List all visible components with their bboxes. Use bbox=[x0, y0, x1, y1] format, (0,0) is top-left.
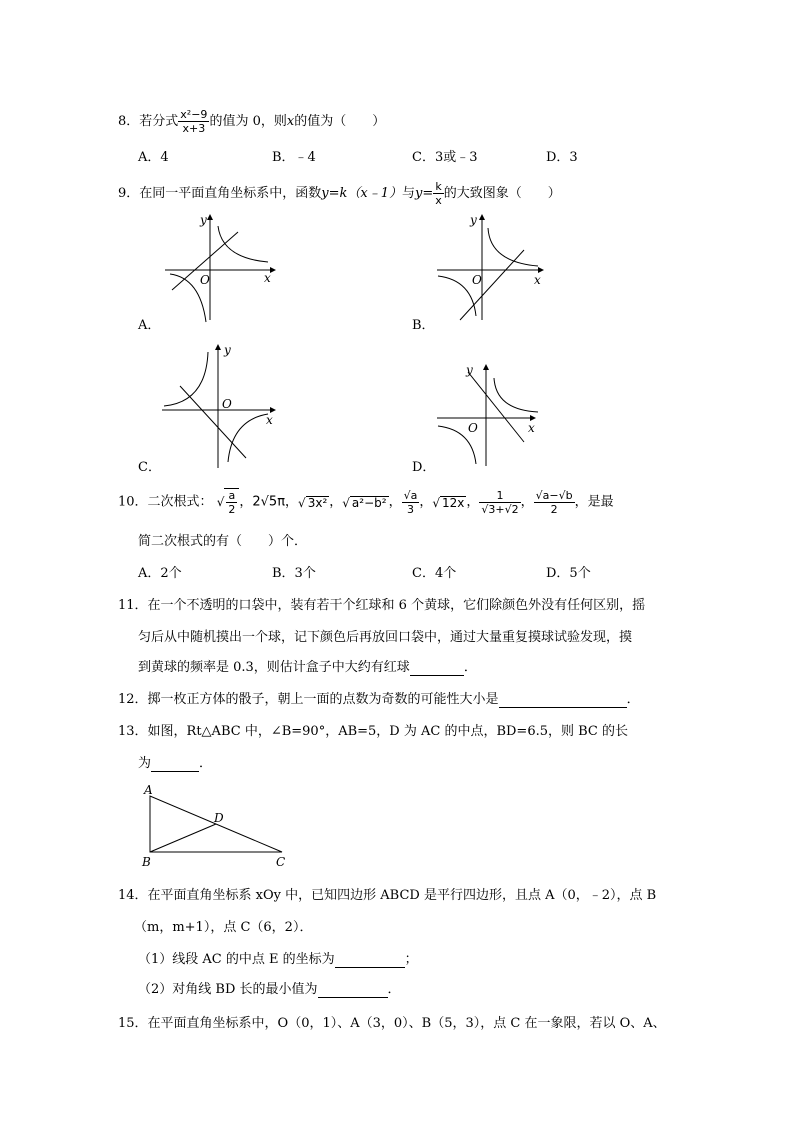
question-12 bbox=[118, 688, 640, 708]
q13-answer-blank[interactable] bbox=[151, 756, 199, 772]
q9-d-axis-y: y bbox=[466, 363, 473, 377]
q15-text: 在平面直角坐标系中，O（0，1）、A（3，0）、B（5，3），点 C 在一象限，若以 O、A、 bbox=[147, 1016, 666, 1031]
q9-label-b: B． bbox=[412, 318, 435, 333]
q14-sub-1-post: ； bbox=[404, 952, 418, 967]
q8-option-c: C．3或﹣3 bbox=[412, 150, 478, 165]
q8-frac-num: x²−9 bbox=[180, 108, 208, 121]
q9-graph-d bbox=[432, 360, 552, 470]
q13-label-c: C bbox=[276, 855, 286, 868]
q13-label-a: A bbox=[144, 783, 153, 797]
q10-r3-content: 3x² bbox=[307, 495, 328, 510]
q9-c-axis-y: y bbox=[224, 343, 231, 357]
q15-number: 15． bbox=[118, 1016, 148, 1031]
q8-post: 的值为（ ） bbox=[294, 114, 386, 129]
q10-number: 10． bbox=[118, 494, 148, 510]
q9-func1: y=k（x﹣1） bbox=[321, 186, 403, 201]
q9-frac-num: k bbox=[433, 180, 444, 194]
q11-line-1: 在一个不透明的口袋中，装有若干个红球和 6 个黄球，它们除颜色外没有任何区别，摇 bbox=[147, 598, 646, 613]
q9-label-a: A． bbox=[138, 318, 161, 333]
q10-root-2: 2√5π bbox=[252, 494, 286, 510]
q10-root-4: √ a²−b² bbox=[342, 495, 387, 510]
q13-line-1: 如图，Rt△ABC 中，∠B=90°，AB=5，D 为 AC 的中点，BD=6.5，则 BC 的长 bbox=[147, 724, 629, 739]
q11-answer-blank[interactable] bbox=[410, 660, 464, 676]
q9-d-axis-x: x bbox=[528, 421, 535, 435]
q8-option-a: A．4 bbox=[138, 150, 169, 165]
q9-frac-den: x bbox=[435, 194, 442, 207]
q14-sub-1-blank[interactable] bbox=[335, 952, 405, 968]
q12-number: 12． bbox=[118, 692, 148, 707]
q14-sub-1 bbox=[138, 948, 418, 968]
q8-pre: 若分式 bbox=[139, 114, 179, 129]
q9-a-axis-x: x bbox=[264, 271, 271, 285]
q14-sub-2-text: （2）对角线 BD 长的最小值为 bbox=[138, 982, 318, 997]
q13-line-2-text: 为 bbox=[138, 756, 152, 771]
q14-sub-2-post: ． bbox=[387, 982, 401, 997]
q13-line-2 bbox=[138, 752, 212, 772]
q11-line-3 bbox=[138, 656, 477, 676]
q8-option-b: B．﹣4 bbox=[272, 150, 316, 165]
q8-mid: 的值为 0，则 bbox=[209, 114, 287, 129]
q14-number: 14． bbox=[118, 888, 148, 903]
q13-number: 13． bbox=[118, 724, 148, 739]
q10-pre: 二次根式： bbox=[147, 494, 213, 510]
q10-root-7 bbox=[479, 489, 520, 516]
q8-number: 8． bbox=[118, 114, 140, 129]
q9-fraction bbox=[433, 180, 444, 207]
q10-root-1: √ $\frac{a}{2}$ bbox=[217, 488, 240, 516]
q14-sub-2-blank[interactable] bbox=[318, 982, 388, 998]
question-9 bbox=[118, 180, 561, 207]
q10-r1-num: a bbox=[226, 489, 237, 503]
q13-label-b: B bbox=[142, 855, 151, 868]
q10-r5-num: √a bbox=[403, 488, 418, 502]
q9-label-c: C． bbox=[138, 460, 161, 475]
q14-line-2: （m，m+1），点 C（6，2）． bbox=[134, 920, 313, 935]
q12-post: ． bbox=[626, 692, 640, 707]
q10-option-b: B．3个 bbox=[272, 566, 316, 581]
question-11 bbox=[118, 594, 645, 613]
question-15 bbox=[118, 1012, 666, 1031]
q9-b-axis-y: y bbox=[470, 213, 477, 227]
question-13 bbox=[118, 720, 628, 739]
q14-line-1: 在平面直角坐标系 xOy 中，已知四边形 ABCD 是平行四边形，且点 A（0，﹣2），点 B bbox=[147, 888, 657, 903]
q11-line-3-post: ． bbox=[463, 660, 477, 675]
q9-graph-a bbox=[160, 210, 280, 325]
q9-pre: 在同一平面直角坐标系中，函数 bbox=[139, 186, 322, 201]
q14-sub-2 bbox=[138, 978, 401, 998]
q10-option-c: C．4个 bbox=[412, 566, 457, 581]
q10-option-a: A．2个 bbox=[138, 566, 182, 581]
q10-r6-content: 12x bbox=[442, 495, 465, 510]
q10-r7-num: 1 bbox=[479, 489, 520, 503]
q9-graph-c bbox=[160, 340, 285, 470]
q12-text: 掷一枚正方体的骰子，朝上一面的点数为奇数的可能性大小是 bbox=[147, 692, 499, 707]
q13-triangle-figure bbox=[140, 782, 300, 868]
q9-b-origin: O bbox=[472, 273, 482, 287]
q10-root-8 bbox=[534, 489, 575, 516]
q12-answer-blank[interactable] bbox=[499, 692, 627, 708]
q8-option-d: D．3 bbox=[546, 150, 578, 165]
q9-label-d: D． bbox=[412, 460, 436, 475]
q10-root-5 bbox=[402, 489, 420, 516]
q9-func2-pre: y= bbox=[415, 186, 434, 201]
q9-d-origin: O bbox=[468, 421, 478, 435]
q8-frac-den: x+3 bbox=[182, 122, 206, 135]
q10-r5-den: 3 bbox=[406, 502, 414, 516]
q9-c-origin: O bbox=[222, 397, 232, 411]
q10-root-6: √ 12x bbox=[432, 495, 465, 510]
question-14 bbox=[118, 884, 656, 903]
q9-b-axis-x: x bbox=[534, 273, 541, 287]
q11-line-2: 匀后从中随机摸出一个球，记下颜色后再放回口袋中，通过大量重复摸球试验发现，摸 bbox=[138, 630, 633, 645]
q9-a-origin: O bbox=[200, 273, 210, 287]
q9-c-axis-x: x bbox=[266, 413, 273, 427]
q13-line-2-post: ． bbox=[199, 756, 213, 771]
q9-number: 9． bbox=[118, 186, 140, 201]
q10-r8-num: √a−√b bbox=[535, 488, 573, 502]
q11-line-3-text: 到黄球的频率是 0.3，则估计盒子中大约有红球 bbox=[138, 660, 410, 675]
q10-root-3: √ 3x² bbox=[298, 495, 328, 510]
q10-option-d: D．5个 bbox=[546, 566, 591, 581]
q9-a-axis-y: y bbox=[200, 213, 207, 227]
q13-label-d: D bbox=[214, 811, 224, 825]
q10-r8-den: 2 bbox=[550, 502, 558, 516]
question-10: 10．二次根式： √ $\frac{a}{2}$ ，2√5π，√ 3x² ，√ a²−b² ， $\frac{√a}{3}$ ，√ 12x ， $\frac{1}{√3+√2}$ ， $\frac{√a-√b}{2}$ ，是最 bbox=[118, 488, 614, 516]
q10-r7-den: √3+√2 bbox=[481, 502, 519, 516]
q9-mid: 与 bbox=[402, 186, 416, 201]
q8-fraction bbox=[178, 108, 209, 135]
q9-graph-b bbox=[432, 210, 552, 325]
q10-line-2: 简二次根式的有（ ）个． bbox=[138, 534, 308, 549]
q8-var: x bbox=[286, 114, 295, 129]
q10-post: ，是最 bbox=[574, 494, 614, 510]
q10-r1-den: 2 bbox=[228, 503, 236, 516]
q11-number: 11． bbox=[118, 598, 148, 613]
q10-r4-content: a²−b² bbox=[351, 495, 387, 510]
q9-post: 的大致图象（ ） bbox=[443, 186, 561, 201]
q14-sub-1-text: （1）线段 AC 的中点 E 的坐标为 bbox=[138, 952, 335, 967]
question-8 bbox=[118, 108, 385, 135]
